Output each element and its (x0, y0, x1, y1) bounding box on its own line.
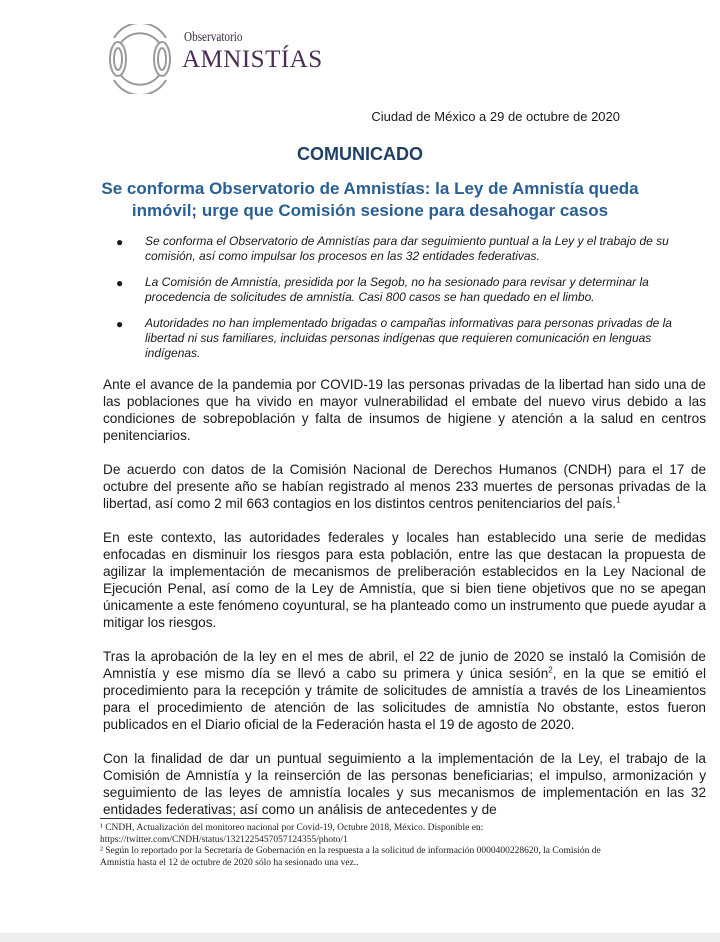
paragraph (103, 529, 706, 631)
logo-text-small: Observatorio (184, 30, 243, 45)
footnote-1-link[interactable]: https://twitter.com/CNDH/status/1321225457057124355/photo/1 (100, 834, 348, 845)
paragraph (103, 461, 706, 512)
highlight-item (100, 275, 690, 305)
bullet-icon: ● (116, 276, 124, 290)
footnote-ref[interactable]: 1 (616, 495, 621, 505)
paragraph-text: Tras la aprobación de la ley en el mes de abril, el 22 de junio de 2020 se instaló la Comisión de Amnistía y ese mismo día se llevó a cabo su primera y única sesión (103, 649, 706, 681)
bullet-icon: ● (116, 317, 124, 331)
highlights-list (100, 234, 690, 372)
footnote-divider (100, 818, 270, 819)
highlight-item (100, 234, 690, 264)
paragraph-text: En este contexto, las autoridades federales y locales han establecido una serie de medidas enfocadas en disminuir los riesgos para esta población, entre las que destacan la propuesta de agilizar la implementación de mecanismos de preliberación establecidos en la Ley Nacional de Ejecución Penal, así como de la Ley de Amnistía, que si bien tiene objetivos que no se apegan únicamente a este fenómeno coyuntural, se ha planteado como un instrumento que puede ayudar a mitigar los riesgos. (103, 530, 706, 630)
footnote-2: ² Según lo reportado por la Secretaría de Gobernación en la respuesta a la solicitud de información 0000400228620, la Comisión de Amnistía hasta el 12 de octubre de 2020 sólo ha sesionado una vez.. (100, 846, 601, 868)
document-subtitle: Se conforma Observatorio de Amnistías: la Ley de Amnistía queda inmóvil; urge que Comisión sesione para desahogar casos (101, 179, 639, 220)
highlight-text: Autoridades no han implementado brigadas o campañas informativas para personas privadas de la libertad ni sus familiares, incluidas personas indígenas que requieren comunicación en lenguas indígenas. (145, 316, 672, 360)
document-body (103, 376, 706, 835)
bullet-icon: ● (116, 235, 124, 249)
logo-text-big: AMNISTÍAS (182, 46, 323, 73)
paragraph-text: Ante el avance de la pandemia por COVID-19 las personas privadas de la libertad han sido una de las poblaciones que ha vivido en mayor vulnerabilidad el embate del nuevo virus debido a las condiciones de sobrepoblación y falta de insumos de higiene y atención a la salud en centros penitenciarios. (103, 377, 706, 443)
footnotes (100, 823, 630, 869)
observatorio-logo (100, 24, 330, 94)
highlight-item (100, 316, 690, 361)
document-heading: COMUNICADO (297, 144, 423, 164)
paragraph-text: , en la que se emitió el procedimiento para la recepción y trámite de solicitudes de amnistía a través de los Lineamientos para el procedimiento de atención de las solicitudes de amnistía No obstante, estos fueron publicados en el Diario oficial de la Federación hasta el 19 de agosto de 2020. (103, 666, 706, 732)
footnote-ref[interactable]: 2 (548, 665, 553, 675)
footnote-1: ¹ CNDH, Actualización del monitoreo nacional por Covid-19, Octubre 2018, México. Disponible en: (100, 823, 484, 833)
paragraph (103, 750, 706, 818)
highlight-text: Se conforma el Observatorio de Amnistías para dar seguimiento puntual a la Ley y el trabajo de su comisión, así como impulsar los procesos en las 32 entidades federativas. (145, 234, 669, 263)
logo-rings-icon (100, 24, 180, 94)
paragraph-text: De acuerdo con datos de la Comisión Nacional de Derechos Humanos (CNDH) para el 17 de octubre del presente año se habían registrado al menos 233 muertes de personas privadas de la libertad, así como 2 mil 663 contagios en los distintos centros penitenciarios del país. (103, 462, 706, 511)
document-date: Ciudad de México a 29 de octubre de 2020 (371, 109, 620, 124)
paragraph-text: Con la finalidad de dar un puntual seguimiento a la implementación de la Ley, el trabajo de la Comisión de Amnistía y la reinserción de las personas beneficiarias; el impulso, armonización y seguimiento de las leyes de amnistía locales y sus mecanismos de implementación en las 32 entidades federativas; así como un análisis de antecedentes y de (103, 751, 706, 817)
page-bottom-edge (0, 933, 720, 942)
paragraph (103, 648, 706, 733)
highlight-text: La Comisión de Amnistía, presidida por la Segob, no ha sesionado para revisar y determinar la procedencia de solicitudes de amnistía. Casi 800 casos se han quedado en el limbo. (145, 275, 649, 304)
paragraph (103, 376, 706, 444)
